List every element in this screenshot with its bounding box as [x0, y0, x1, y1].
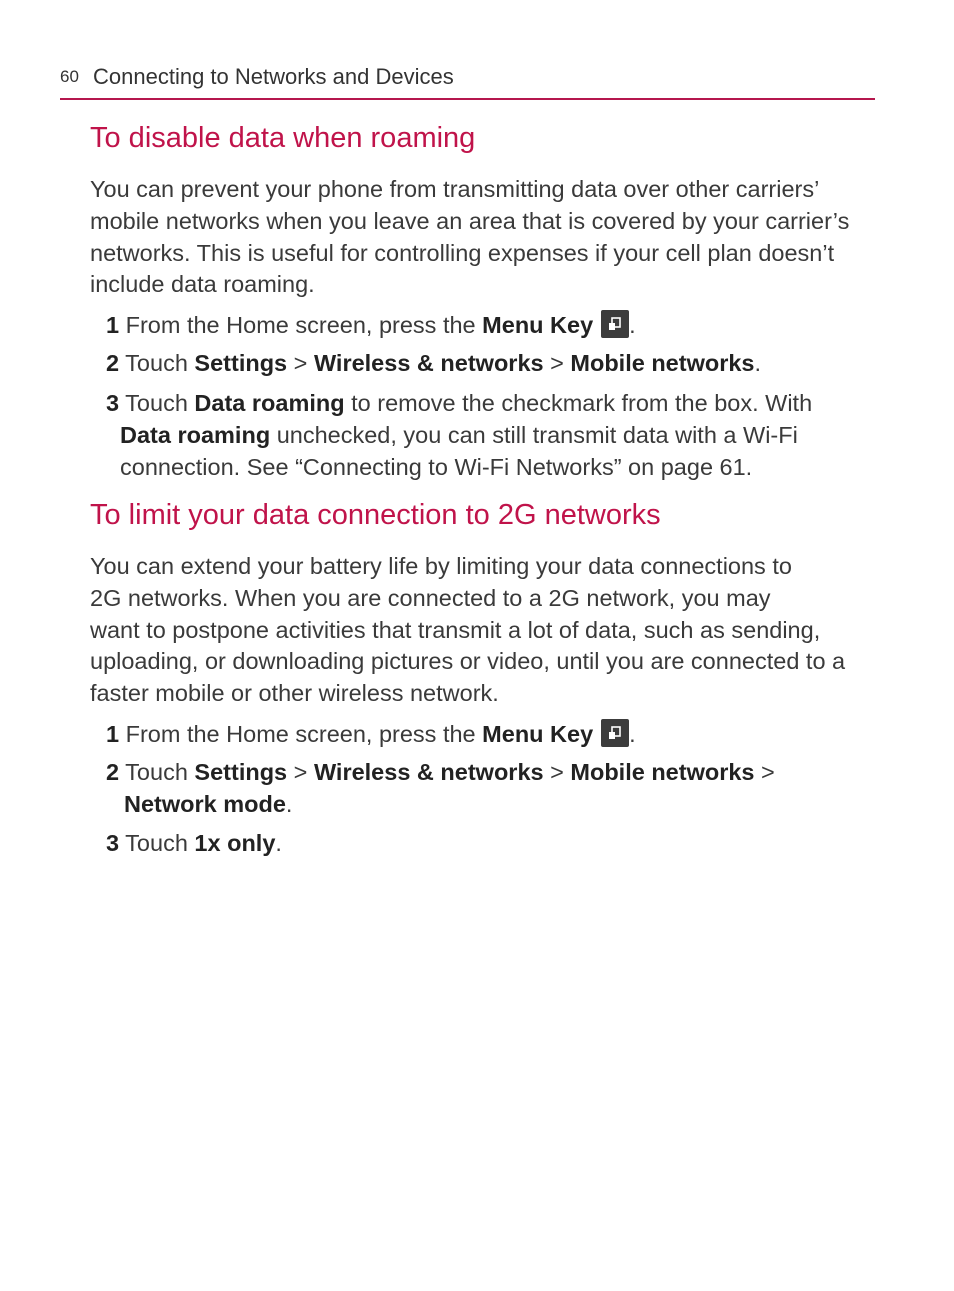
step-text: Touch — [119, 759, 195, 785]
settings-label: Settings — [194, 759, 288, 785]
step-text: Touch — [119, 350, 195, 376]
page-header — [60, 64, 875, 100]
intro-line: 2G networks. When you are connected to a 2G network, you may — [90, 584, 771, 611]
step-text: From the Home screen, press the — [119, 721, 483, 747]
separator: > — [287, 759, 314, 785]
data-roaming-label: Data roaming — [120, 421, 271, 448]
step-end: . — [629, 721, 636, 747]
separator: > — [287, 350, 314, 376]
step-continuation: connection. See “Connecting to Wi-Fi Networks” on page 61. — [120, 453, 753, 480]
step-number: 2 — [106, 759, 120, 785]
section-2g-intro — [90, 551, 890, 710]
network-mode-label: Network mode — [124, 790, 286, 817]
1x-only-label: 1x only — [194, 830, 276, 856]
step-text: to remove the checkmark from the box. With — [344, 390, 813, 416]
menu-key-icon — [601, 310, 629, 338]
settings-label: Settings — [194, 350, 288, 376]
step-number: 1 — [106, 721, 120, 747]
step-text: unchecked, you can still transmit data with a Wi-Fi — [270, 421, 798, 448]
section-title-2g: To limit your data connection to 2G networks — [90, 499, 661, 531]
intro-line: mobile networks when you leave an area that is covered by your carrier’s — [90, 207, 850, 234]
step-number: 2 — [106, 350, 120, 376]
menu-key-label: Menu Key — [482, 312, 594, 338]
intro-line: uploading, or downloading pictures or video, until you are connected to a — [90, 648, 846, 675]
section-title-roaming: To disable data when roaming — [90, 122, 476, 154]
step-text: Touch — [119, 830, 195, 856]
step-1-roaming — [106, 310, 886, 342]
step-2-roaming — [106, 348, 886, 380]
mobile-networks-label: Mobile networks — [570, 759, 755, 785]
data-roaming-label: Data roaming — [194, 390, 345, 416]
intro-line: want to postpone activities that transmit a lot of data, such as sending, — [90, 616, 821, 643]
step-text: Touch — [119, 390, 195, 416]
separator: > — [543, 759, 571, 785]
step-continuation — [106, 420, 886, 452]
intro-line: networks. This is useful for controlling expenses if your cell plan doesn’t — [90, 239, 835, 266]
wireless-networks-label: Wireless & networks — [313, 759, 544, 785]
step-end: . — [629, 312, 636, 338]
menu-key-label: Menu Key — [482, 721, 594, 747]
intro-line: You can prevent your phone from transmitting data over other carriers’ — [90, 176, 820, 202]
step-end: . — [285, 790, 293, 817]
step-end: . — [275, 830, 282, 856]
wireless-networks-label: Wireless & networks — [313, 350, 544, 376]
mobile-networks-label: Mobile networks — [570, 350, 755, 376]
section-roaming-intro — [90, 174, 890, 301]
step-3-roaming — [106, 388, 886, 483]
separator: > — [754, 759, 775, 785]
step-end: . — [754, 350, 762, 376]
intro-line: You can extend your battery life by limiting your data connections to — [90, 553, 792, 579]
step-3-2g — [106, 828, 886, 860]
page-number: 60 — [60, 67, 79, 86]
menu-key-icon — [601, 719, 629, 747]
step-2-2g — [106, 757, 886, 821]
step-1-2g — [106, 719, 886, 751]
running-title: Connecting to Networks and Devices — [93, 64, 454, 89]
step-number: 1 — [106, 312, 120, 338]
intro-line: faster mobile or other wireless network. — [90, 680, 499, 707]
step-number: 3 — [106, 830, 120, 856]
intro-line: include data roaming. — [90, 271, 315, 298]
step-text: From the Home screen, press the — [119, 312, 483, 338]
step-continuation — [106, 789, 886, 821]
step-number: 3 — [106, 390, 120, 416]
separator: > — [543, 350, 571, 376]
